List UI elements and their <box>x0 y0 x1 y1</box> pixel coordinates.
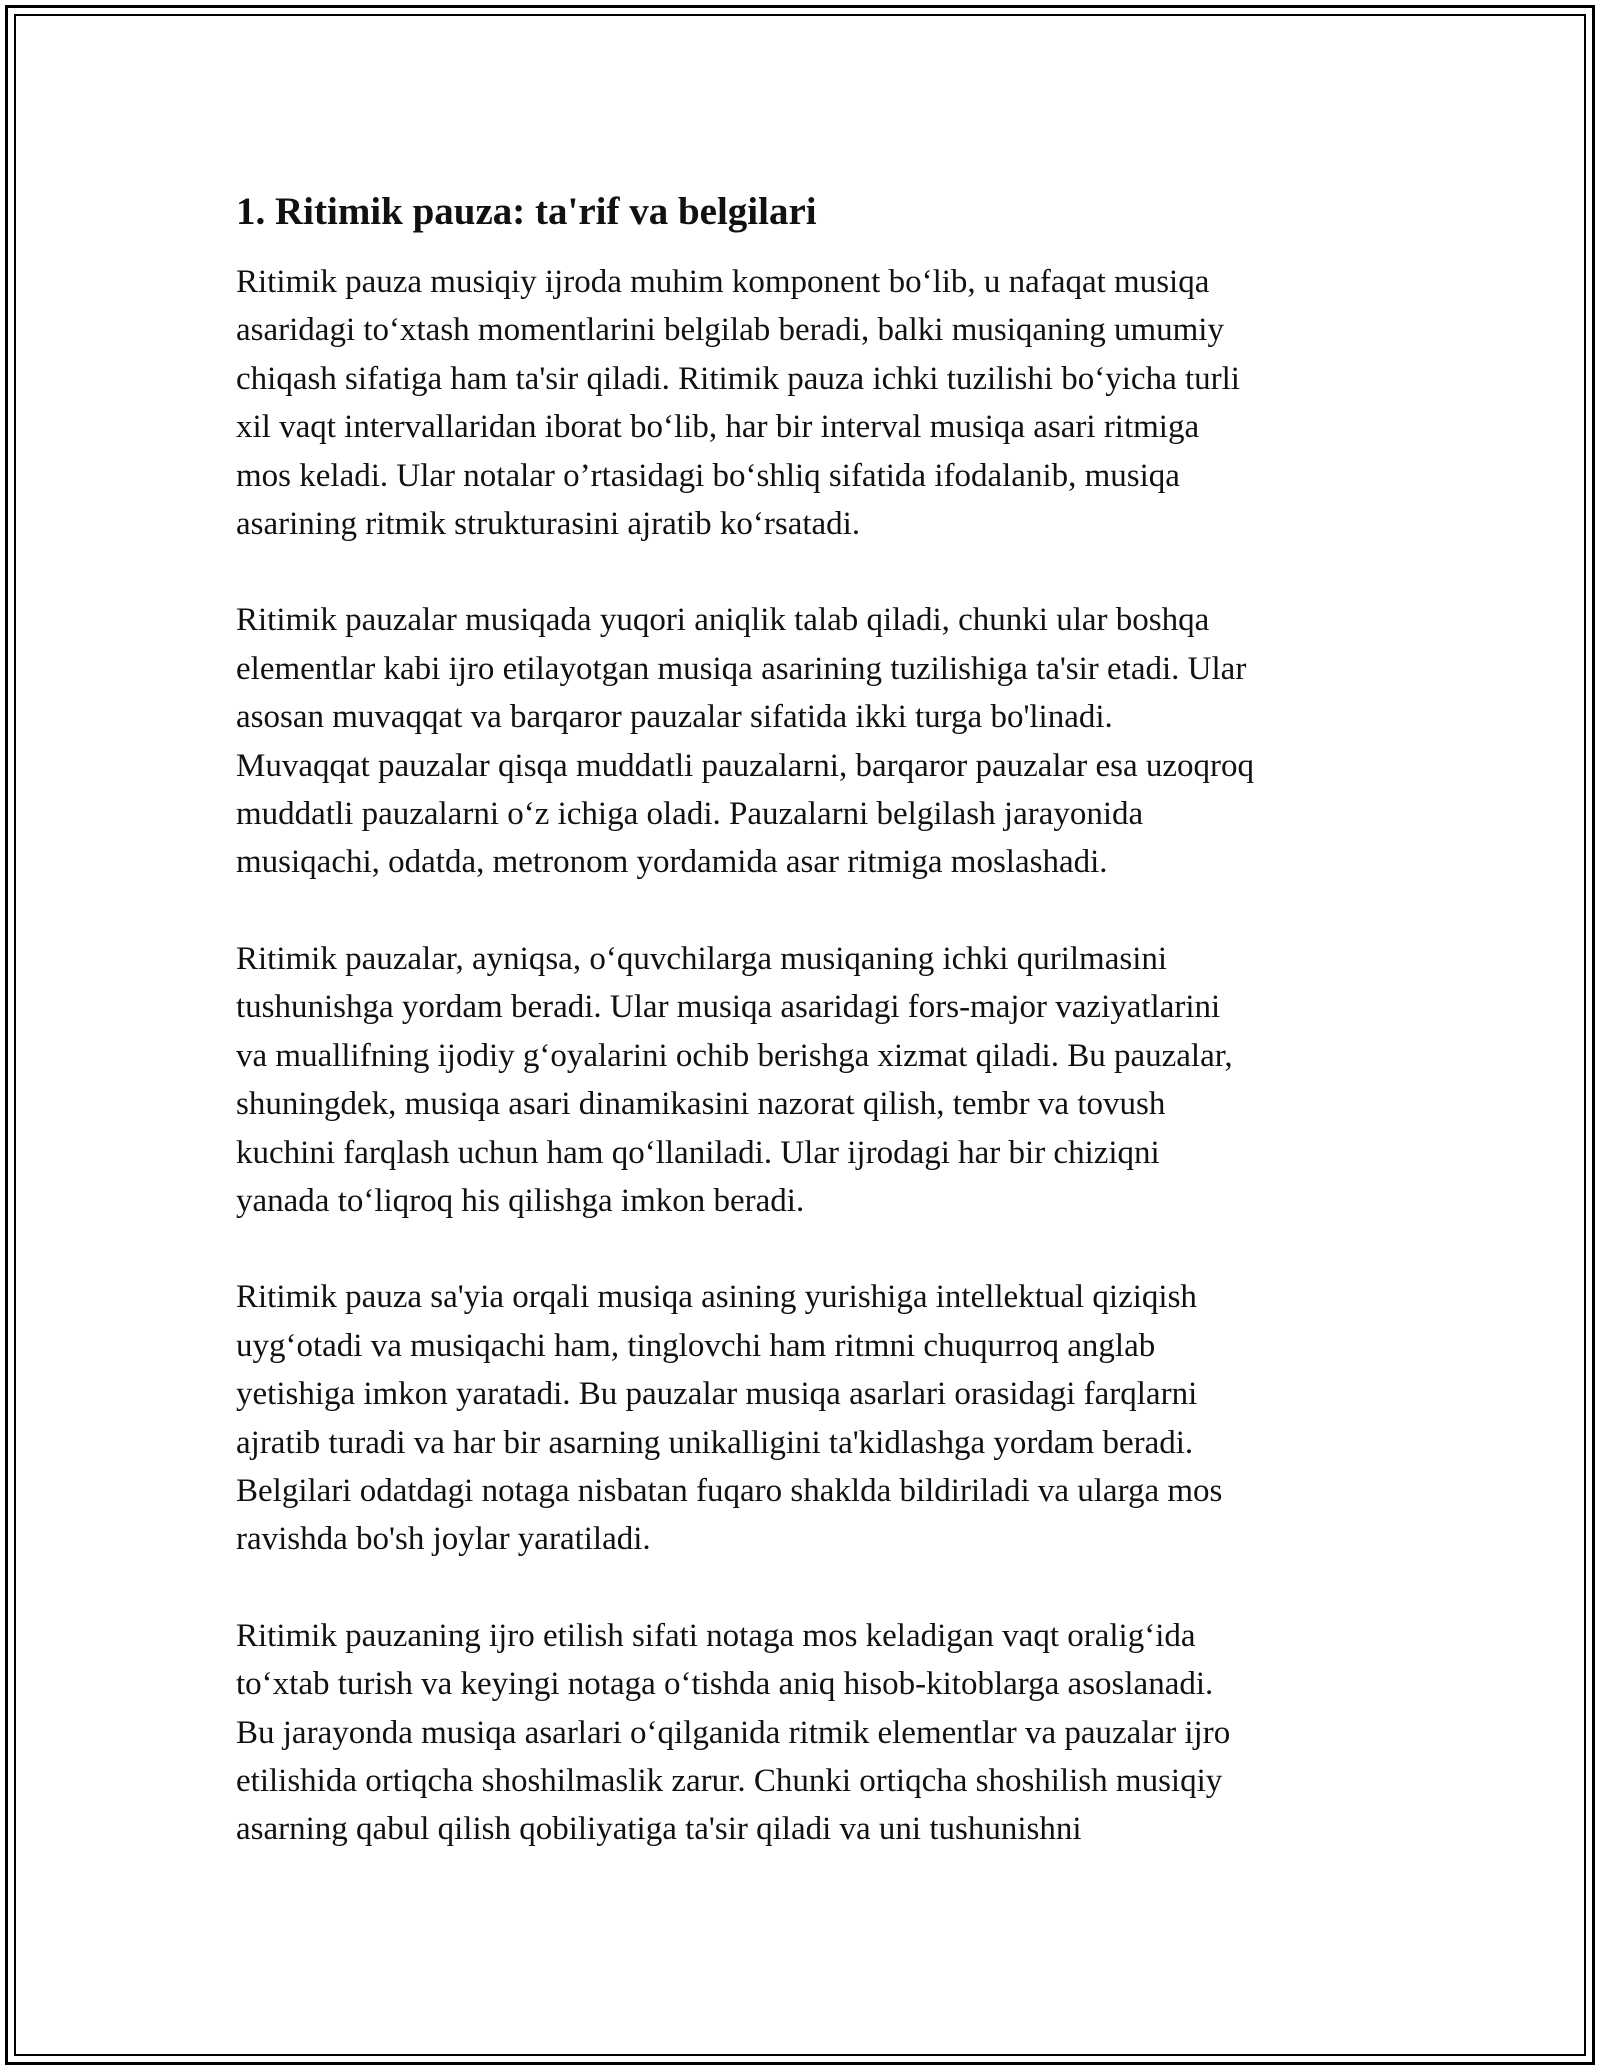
text-line: kuchini farqlash uchun ham qo‘llaniladi. Ular ijrodagi har bir chiziqni <box>236 1134 1160 1171</box>
section-heading: 1. Ritimik pauza: ta'rif va belgilari <box>236 190 817 233</box>
text-line: asaridagi to‘xtash momentlarini belgilab beradi, balki musiqaning umumiy <box>236 312 1224 349</box>
text-line: asarning qabul qilish qobiliyatiga ta'sir qiladi va uni tushunishni <box>236 1811 1082 1848</box>
text-line: to‘xtab turish va keyingi notaga o‘tishda aniq hisob-kitoblarga asoslanadi. <box>236 1666 1214 1703</box>
text-line: chiqash sifatiga ham ta'sir qiladi. Ritimik pauza ichki tuzilishi bo‘yicha turli <box>236 360 1240 397</box>
text-line: Ritimik pauza musiqiy ijroda muhim komponent bo‘lib, u nafaqat musiqa <box>236 264 1210 300</box>
text-line: yetishiga imkon yaratadi. Bu pauzalar musiqa asarlari orasidagi farqlarni <box>236 1376 1198 1413</box>
paragraph-5 <box>236 1612 1386 1854</box>
text-line: asosan muvaqqat va barqaror pauzalar sifatida ikki turga bo'linadi. <box>236 699 1113 736</box>
text-line: Ritimik pauza sa'yia orqali musiqa asining yurishiga intellektual qiziqish <box>236 1279 1197 1316</box>
text-line: mos keladi. Ular notalar o’rtasidagi bo‘shliq sifatida ifodalanib, musiqa <box>236 457 1180 494</box>
text-line: etilishida ortiqcha shoshilmaslik zarur. Chunki ortiqcha shoshilish musiqiy <box>236 1762 1223 1799</box>
text-line: ajratib turadi va har bir asarning unikalligini ta'kidlashga yordam beradi. <box>236 1424 1194 1461</box>
text-line: va muallifning ijodiy g‘oyalarini ochib berishga xizmat qiladi. Bu pauzalar, <box>236 1037 1233 1074</box>
text-line: asarining ritmik strukturasini ajratib ko‘rsatadi. <box>236 506 861 543</box>
text-line: Belgilari odatdagi notaga nisbatan fuqaro shaklda bildiriladi va ularga mos <box>236 1472 1223 1509</box>
text-line: yanada to‘liqroq his qilishga imkon beradi. <box>236 1182 805 1219</box>
paragraph-3 <box>236 935 1386 1225</box>
text-line: elementlar kabi ijro etilayotgan musiqa asarining tuzilishiga ta'sir etadi. Ular <box>236 650 1247 687</box>
text-line: Ritimik pauzalar, ayniqsa, o‘quvchilarga musiqaning ichki qurilmasini <box>236 940 1168 977</box>
paragraph-1 <box>236 258 1386 548</box>
text-line: muddatli pauzalarni o‘z ichiga oladi. Pauzalarni belgilash jarayonida <box>236 796 1144 833</box>
text-line: tushunishga yordam beradi. Ular musiqa asaridagi fors-major vaziyatlarini <box>236 989 1221 1026</box>
text-line: Muvaqqat pauzalar qisqa muddatli pauzalarni, barqaror pauzalar esa uzoqroq <box>236 747 1254 784</box>
text-line: shuningdek, musiqa asari dinamikasini nazorat qilish, tembr va tovush <box>236 1086 1166 1123</box>
text-line: musiqachi, odatda, metronom yordamida asar ritmiga moslashadi. <box>236 844 1108 881</box>
document-body <box>236 186 1386 1902</box>
text-line: Bu jarayonda musiqa asarlari o‘qilganida ritmik elementlar va pauzalar ijro <box>236 1714 1231 1751</box>
paragraph-2 <box>236 596 1386 886</box>
text-line: ravishda bo'sh joylar yaratiladi. <box>236 1521 651 1558</box>
text-line: uyg‘otadi va musiqachi ham, tinglovchi ham ritmni chuqurroq anglab <box>236 1327 1156 1364</box>
text-line: xil vaqt intervallaridan iborat bo‘lib, har bir interval musiqa asari ritmiga <box>236 409 1200 446</box>
text-line: Ritimik pauzalar musiqada yuqori aniqlik talab qiladi, chunki ular boshqa <box>236 602 1210 639</box>
paragraph-4 <box>236 1273 1386 1563</box>
text-line: Ritimik pauzaning ijro etilish sifati notaga mos keladigan vaqt oralig‘ida <box>236 1617 1196 1654</box>
paragraph-list <box>236 258 1386 1854</box>
